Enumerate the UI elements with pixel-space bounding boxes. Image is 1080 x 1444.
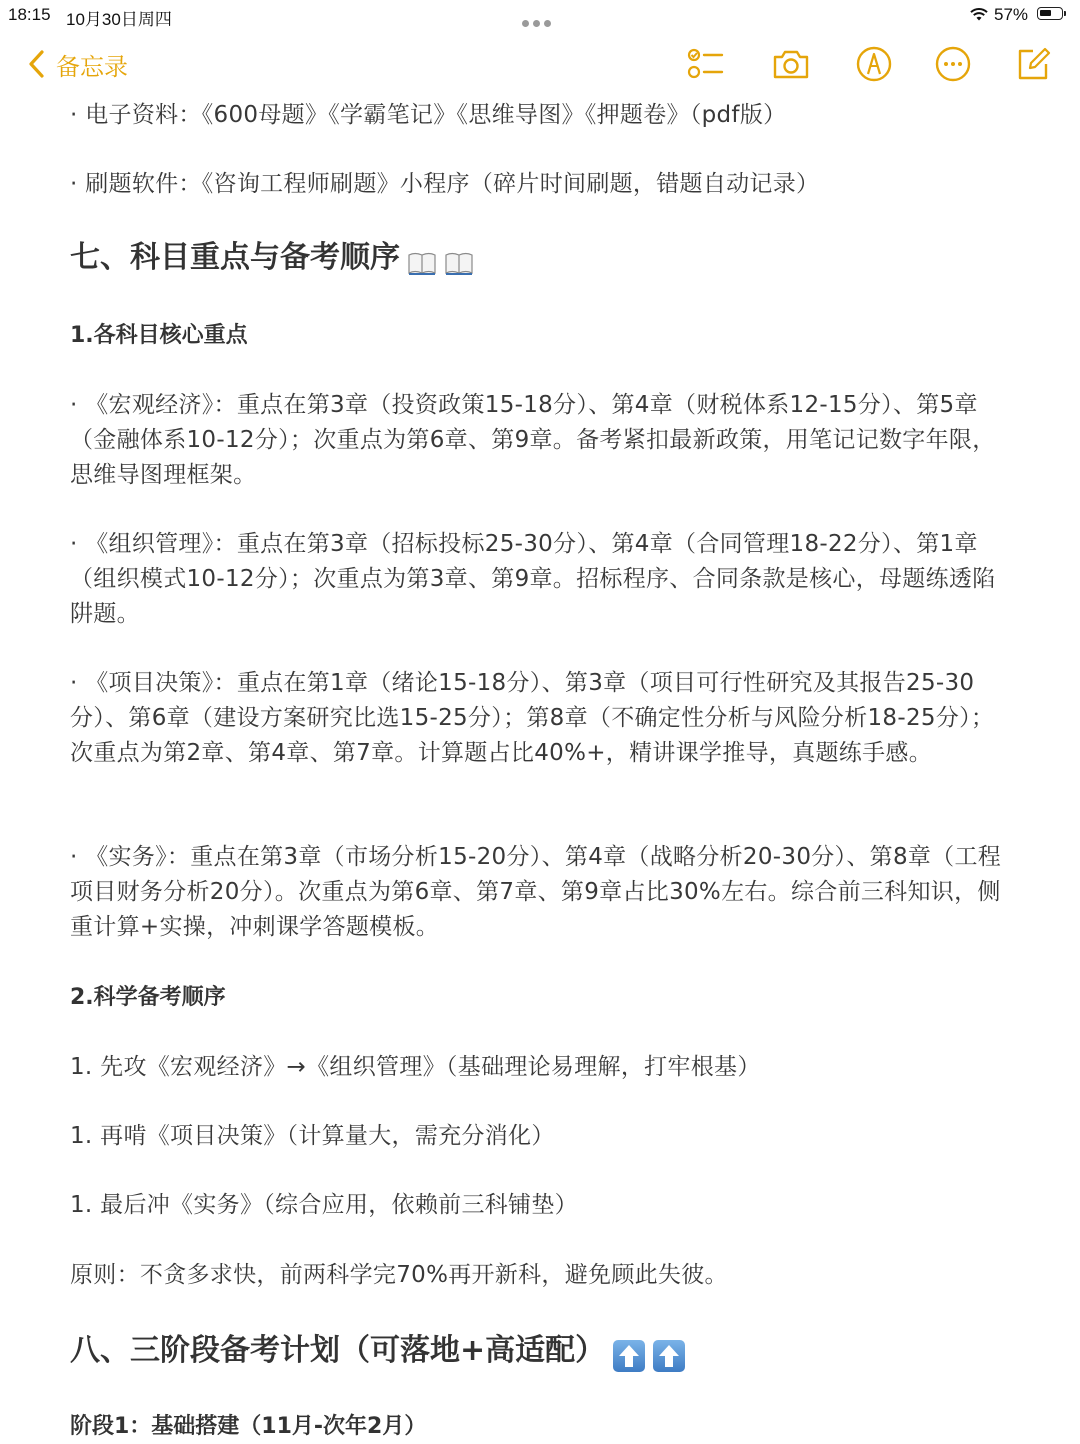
- wifi-icon: [969, 6, 989, 22]
- compose-icon: [1013, 44, 1053, 84]
- battery-percent: 57%: [994, 5, 1029, 24]
- checklist-icon: [686, 44, 726, 84]
- subheading-core-points: 1.各科目核心重点: [70, 323, 248, 348]
- back-label: 备忘录: [56, 52, 128, 81]
- principle-line: 原则：不贪多求快，前两科学完70%再开新科，避免顾此失彼。: [70, 1262, 728, 1288]
- order-step-2: 1. 再啃《项目决策》（计算量大，需充分消化）: [70, 1123, 555, 1149]
- section-7-title: 七、科目重点与备考顺序: [70, 240, 400, 275]
- back-button[interactable]: [26, 46, 128, 82]
- up-arrow-icon: [613, 1340, 645, 1372]
- app-line: · 刷题软件：《咨询工程师刷题》小程序（碎片时间刷题，错题自动记录）: [70, 171, 820, 197]
- status-date: 10月30日周四: [66, 10, 172, 29]
- open-book-icon: [407, 250, 437, 276]
- back-chevron-icon: [26, 48, 48, 80]
- project-decision-paragraph: · 《项目决策》：重点在第1章（绪论15-18分）、第3章（项目可行性研究及其报告25-30分）、第6章（建设方案研究比选15-25分）；第8章（不确定性分析与风险分析18-25分）；次重点为第2章、第4章、第7章。计算题占比40%+，精讲课学推导，真题练手感。: [70, 670, 995, 766]
- checklist-button[interactable]: [686, 44, 726, 84]
- markup-pen-icon: [854, 44, 894, 84]
- status-bar: [0, 0, 1080, 32]
- stage-1-title: 阶段1：基础搭建（11月-次年2月）: [70, 1414, 427, 1439]
- note-toolbar: [0, 32, 1080, 96]
- more-button[interactable]: [933, 44, 973, 84]
- macro-economy-paragraph: · 《宏观经济》：重点在第3章（投资政策15-18分）、第4章（财税体系12-15分）、第5章（金融体系10-12分）；次重点为第6章、第9章。备考紧扣最新政策，用笔记记数字年限，思维导图理框架。: [70, 392, 996, 488]
- section-7-heading: [70, 236, 1010, 280]
- subheading-study-order: 2.科学备考顺序: [70, 985, 226, 1010]
- status-time: 18:15: [8, 5, 51, 24]
- camera-icon: [771, 44, 811, 84]
- org-management-paragraph: · 《组织管理》：重点在第3章（招标投标25-30分）、第4章（合同管理18-22分）、第1章（组织模式10-12分）；次重点为第3章、第9章。招标程序、合同条款是核心，母题练透陷阱题。: [70, 531, 996, 627]
- section-8-title: 八、三阶段备考计划（可落地+高适配）: [70, 1333, 606, 1368]
- more-icon: [933, 44, 973, 84]
- practice-paragraph: · 《实务》：重点在第3章（市场分析15-20分）、第4章（战略分析20-30分）、第8章（工程项目财务分析20分）。次重点为第6章、第7章、第9章占比30%左右。综合前三科知识，侧重计算+实操，冲刺课学答题模板。: [70, 844, 1002, 940]
- camera-button[interactable]: [771, 44, 811, 84]
- order-step-1: 1. 先攻《宏观经济》→《组织管理》（基础理论易理解，打牢根基）: [70, 1054, 761, 1080]
- markup-button[interactable]: [854, 44, 894, 84]
- order-step-3: 1. 最后冲《实务》（综合应用，依赖前三科铺垫）: [70, 1192, 578, 1218]
- multitasking-dots-icon[interactable]: [522, 12, 558, 20]
- compose-button[interactable]: [1013, 44, 1053, 84]
- section-8-heading: [70, 1329, 1010, 1373]
- up-arrow-icon: [653, 1340, 685, 1372]
- battery-icon: [1037, 7, 1063, 20]
- ebook-line: · 电子资料：《600母题》《学霸笔记》《思维导图》《押题卷》（pdf版）: [70, 102, 787, 128]
- open-book-icon: [444, 250, 474, 276]
